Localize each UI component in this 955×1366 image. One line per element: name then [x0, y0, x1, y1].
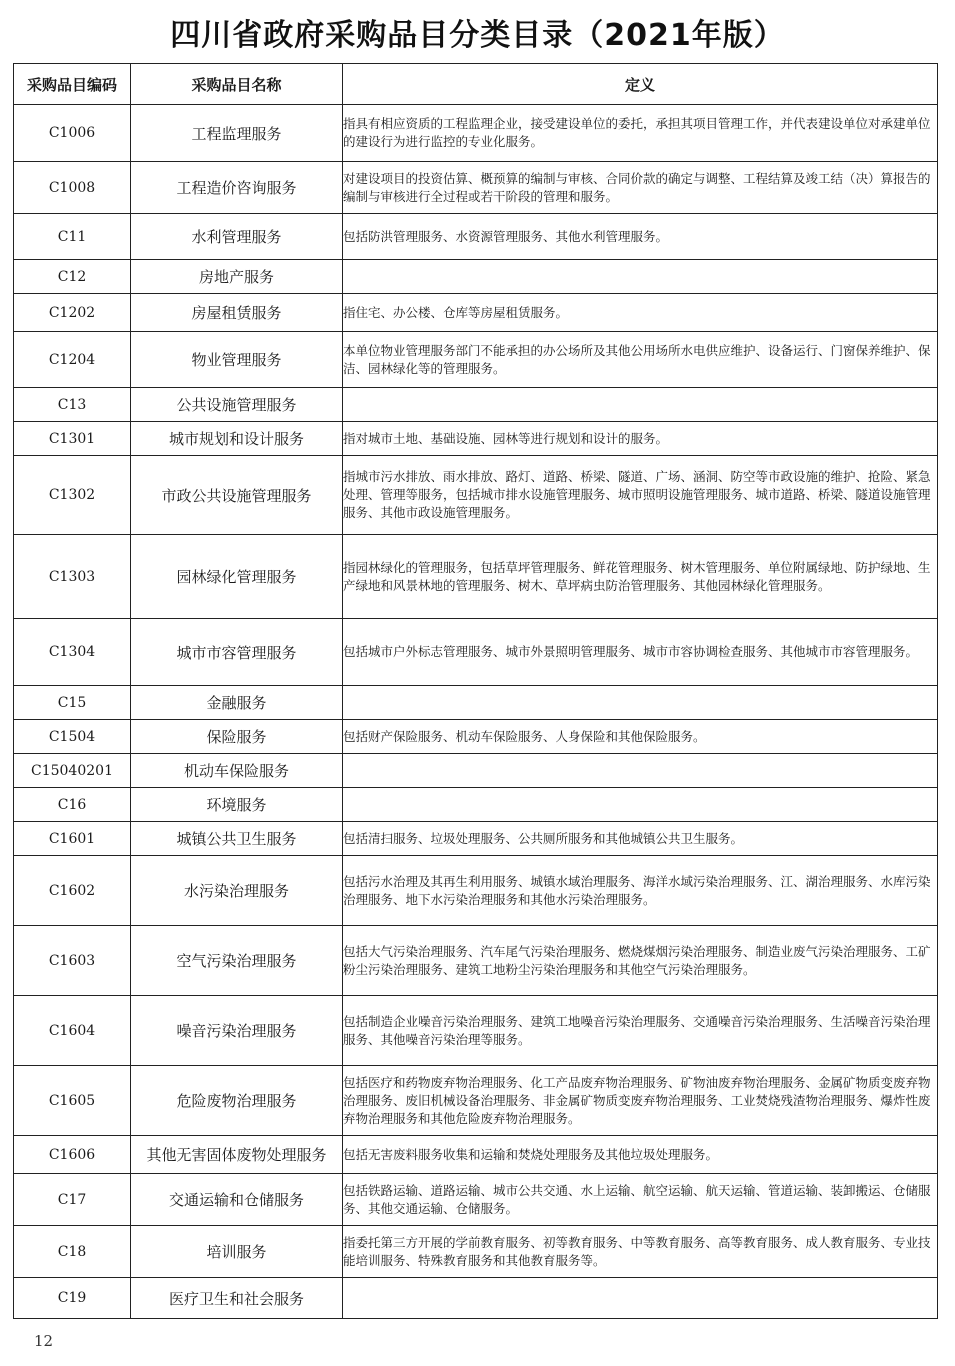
- row-code: C19: [14, 1278, 131, 1319]
- row-name: 交通运输和仓储服务: [131, 1174, 343, 1226]
- row-code: C11: [14, 214, 131, 260]
- row-definition: [343, 754, 938, 788]
- table-row: [14, 822, 938, 856]
- row-definition: 指城市污水排放、雨水排放、路灯、道路、桥梁、隧道、广场、涵洞、防空等市政设施的维护、抢险、紧急处理、管理等服务，包括城市排水设施管理服务、城市照明设施管理服务、城市道路、桥梁、隧道设施管理服务、其他市政设施管理服务。: [343, 456, 938, 535]
- row-name: 噪音污染治理服务: [131, 996, 343, 1066]
- row-definition: 包括防洪管理服务、水资源管理服务、其他水利管理服务。: [343, 214, 938, 260]
- row-definition: [343, 1278, 938, 1319]
- row-code: C12: [14, 260, 131, 294]
- row-name: 保险服务: [131, 720, 343, 754]
- row-name: 物业管理服务: [131, 332, 343, 388]
- row-name: 城镇公共卫生服务: [131, 822, 343, 856]
- header-code: 采购品目编码: [14, 64, 131, 105]
- row-code: C1603: [14, 926, 131, 996]
- row-code: C17: [14, 1174, 131, 1226]
- row-definition: 包括污水治理及其再生利用服务、城镇水域治理服务、海洋水域污染治理服务、江、湖治理服务、水库污染治理服务、地下水污染治理服务和其他水污染治理服务。: [343, 856, 938, 926]
- table-row: [14, 422, 938, 456]
- row-definition: 包括清扫服务、垃圾处理服务、公共厕所服务和其他城镇公共卫生服务。: [343, 822, 938, 856]
- row-code: C1605: [14, 1066, 131, 1136]
- row-name: 房地产服务: [131, 260, 343, 294]
- row-code: C16: [14, 788, 131, 822]
- table-row: [14, 619, 938, 686]
- row-definition: 包括财产保险服务、机动车保险服务、人身保险和其他保险服务。: [343, 720, 938, 754]
- row-code: C15040201: [14, 754, 131, 788]
- row-definition: [343, 260, 938, 294]
- table-row: [14, 332, 938, 388]
- row-definition: [343, 388, 938, 422]
- row-definition: 指园林绿化的管理服务，包括草坪管理服务、鲜花管理服务、树木管理服务、单位附属绿地、防护绿地、生产绿地和风景林地的管理服务、树木、草坪病虫防治管理服务、其他园林绿化管理服务。: [343, 535, 938, 619]
- row-definition: 包括医疗和药物废弃物治理服务、化工产品废弃物治理服务、矿物油废弃物治理服务、金属矿物质变废弃物治理服务、废旧机械设备治理服务、非金属矿物质变废弃物治理服务、工业焚烧残渣物治理服务、爆炸性废弃物治理服务和其他危险废弃物治理服务。: [343, 1066, 938, 1136]
- row-name: 医疗卫生和社会服务: [131, 1278, 343, 1319]
- table-row: [14, 1278, 938, 1319]
- row-name: 机动车保险服务: [131, 754, 343, 788]
- row-name: 园林绿化管理服务: [131, 535, 343, 619]
- row-code: C15: [14, 686, 131, 720]
- table-row: [14, 1226, 938, 1278]
- table-row: [14, 856, 938, 926]
- header-definition: 定义: [343, 64, 938, 105]
- row-name: 公共设施管理服务: [131, 388, 343, 422]
- row-name: 水利管理服务: [131, 214, 343, 260]
- row-code: C1303: [14, 535, 131, 619]
- row-name: 房屋租赁服务: [131, 294, 343, 332]
- table-row: [14, 105, 938, 162]
- row-name: 危险废物治理服务: [131, 1066, 343, 1136]
- row-name: 空气污染治理服务: [131, 926, 343, 996]
- table-row: [14, 1174, 938, 1226]
- table-row: [14, 720, 938, 754]
- row-definition: 对建设项目的投资估算、概预算的编制与审核、合同价款的确定与调整、工程结算及竣工结（决）算报告的编制与审核进行全过程或若干阶段的管理和服务。: [343, 162, 938, 214]
- table-row: [14, 260, 938, 294]
- row-name: 工程监理服务: [131, 105, 343, 162]
- row-code: C1202: [14, 294, 131, 332]
- row-code: C1302: [14, 456, 131, 535]
- table-row: [14, 294, 938, 332]
- row-definition: [343, 686, 938, 720]
- table-row: [14, 535, 938, 619]
- row-definition: 包括无害废料服务收集和运输和焚烧处理服务及其他垃圾处理服务。: [343, 1136, 938, 1174]
- row-name: 城市市容管理服务: [131, 619, 343, 686]
- row-code: C1601: [14, 822, 131, 856]
- table-row: [14, 754, 938, 788]
- row-code: C1008: [14, 162, 131, 214]
- row-definition: 包括大气污染治理服务、汽车尾气污染治理服务、燃烧煤烟污染治理服务、制造业废气污染治理服务、工矿粉尘污染治理服务、建筑工地粉尘污染治理服务和其他空气污染治理服务。: [343, 926, 938, 996]
- table-row: [14, 788, 938, 822]
- row-name: 培训服务: [131, 1226, 343, 1278]
- row-definition: [343, 788, 938, 822]
- row-name: 市政公共设施管理服务: [131, 456, 343, 535]
- catalog-table: [13, 63, 938, 1319]
- table-row: [14, 926, 938, 996]
- row-name: 金融服务: [131, 686, 343, 720]
- row-definition: 指住宅、办公楼、仓库等房屋租赁服务。: [343, 294, 938, 332]
- table-header-row: [14, 64, 938, 105]
- row-name: 城市规划和设计服务: [131, 422, 343, 456]
- row-name: 其他无害固体废物处理服务: [131, 1136, 343, 1174]
- row-definition: 指委托第三方开展的学前教育服务、初等教育服务、中等教育服务、高等教育服务、成人教育服务、专业技能培训服务、特殊教育服务和其他教育服务等。: [343, 1226, 938, 1278]
- document-title: 四川省政府采购品目分类目录（2021年版）: [170, 18, 785, 53]
- row-code: C1606: [14, 1136, 131, 1174]
- row-definition: 指对城市土地、基础设施、园林等进行规划和设计的服务。: [343, 422, 938, 456]
- row-name: 水污染治理服务: [131, 856, 343, 926]
- row-definition: 包括城市户外标志管理服务、城市外景照明管理服务、城市市容协调检查服务、其他城市市容管理服务。: [343, 619, 938, 686]
- row-name: 环境服务: [131, 788, 343, 822]
- row-code: C1602: [14, 856, 131, 926]
- row-code: C18: [14, 1226, 131, 1278]
- row-code: C1006: [14, 105, 131, 162]
- row-definition: 包括制造企业噪音污染治理服务、建筑工地噪音污染治理服务、交通噪音污染治理服务、生活噪音污染治理服务、其他噪音污染治理等服务。: [343, 996, 938, 1066]
- table-row: [14, 214, 938, 260]
- row-definition: 包括铁路运输、道路运输、城市公共交通、水上运输、航空运输、航天运输、管道运输、装卸搬运、仓储服务、其他交通运输、仓储服务。: [343, 1174, 938, 1226]
- row-code: C1304: [14, 619, 131, 686]
- row-code: C1504: [14, 720, 131, 754]
- table-row: [14, 388, 938, 422]
- row-code: C1301: [14, 422, 131, 456]
- row-definition: 本单位物业管理服务部门不能承担的办公场所及其他公用场所水电供应维护、设备运行、门窗保养维护、保洁、园林绿化等的管理服务。: [343, 332, 938, 388]
- table-row: [14, 996, 938, 1066]
- table-row: [14, 162, 938, 214]
- row-code: C1604: [14, 996, 131, 1066]
- header-name: 采购品目名称: [131, 64, 343, 105]
- table-row: [14, 1136, 938, 1174]
- table-row: [14, 686, 938, 720]
- row-code: C13: [14, 388, 131, 422]
- row-code: C1204: [14, 332, 131, 388]
- row-definition: 指具有相应资质的工程监理企业，接受建设单位的委托，承担其项目管理工作，并代表建设单位对承建单位的建设行为进行监控的专业化服务。: [343, 105, 938, 162]
- table-row: [14, 456, 938, 535]
- table-row: [14, 1066, 938, 1136]
- page-number: 12: [34, 1332, 54, 1350]
- row-name: 工程造价咨询服务: [131, 162, 343, 214]
